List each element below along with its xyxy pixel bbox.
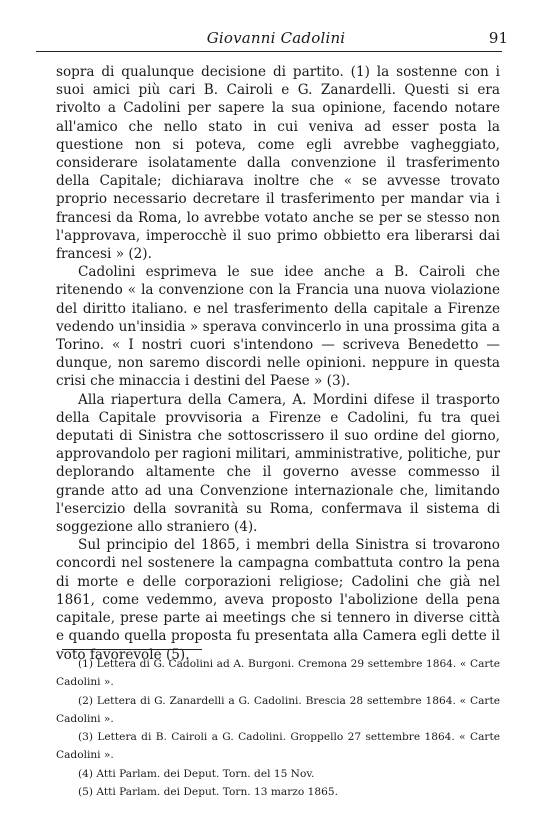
paragraph-3: Alla riapertura della Camera, A. Mordini difese il trasporto della Capitale provvisoria a Firenze e Cadolini, fu tra quei deputati di Sinistra che sottoscrissero il suo ordine del giorno, approvandolo per ragioni militari, amministrative, politiche, pur deplorando altamente che il governo avesse commesso il grande atto ad una Convenzione internazionale che, limitando l'esercizio della sovranità su Roma, confermava il sistema di soggezione allo straniero (4).	[56, 391, 500, 536]
footnote-5: (5) Atti Parlam. dei Deput. Torn. 13 marzo 1865.	[78, 786, 338, 799]
body-text	[56, 63, 500, 664]
footnote-3: (3) Lettera di B. Cairoli a G. Cadolini. Groppello 27 settembre 1864. « Carte Cadolini ».	[56, 731, 500, 762]
footnote-4: (4) Atti Parlam. dei Deput. Torn. del 15 Nov.	[78, 767, 315, 780]
running-title: Giovanni Cadolini	[206, 29, 346, 47]
paragraph-4: Sul principio del 1865, i membri della Sinistra si trovarono concordi nel sostenere la campagna combattuta contro la pena di morte e delle corporazioni religiose; Cadolini che già nel 1861, come vedemmo, aveva proposto l'abolizione della pena capitale, prese parte ai meetings che si tennero in diverse città e quando quella proposta fu presentata alla Camera egli dette il voto favorevole (5).	[56, 537, 500, 663]
footnote-1: (1) Lettera di G. Cadolini ad A. Burgoni. Cremona 29 settembre 1864. « Carte Cadolini ».	[56, 658, 500, 689]
running-header	[44, 26, 508, 50]
paragraph-2: Cadolini esprimeva le sue idee anche a B. Cairoli che ritenendo « la convenzione con la Francia una nuova violazione del diritto italiano. e nel trasferimento della capitale a Firenze vedendo un'insidia » sperava convincerlo in una prossima gita a Torino. « I nostri cuori s'intendono — scriveva Benedetto — dunque, non saremo discordi nelle opinioni. neppure in questa crisi che minaccia i destini del Paese » (3).	[56, 264, 500, 390]
page-number: 91	[488, 29, 508, 47]
footnote-2: (2) Lettera di G. Zanardelli a G. Cadolini. Brescia 28 settembre 1864. « Carte Cadolini ».	[56, 694, 500, 725]
header-rule	[36, 51, 502, 52]
paragraph-1: sopra di qualunque decisione di partito. (1) la sostenne con i suoi amici più cari B. Cairoli e G. Zanardelli. Questi si era rivolto a Cadolini per sapere la sua opinione, facendo notare all'amico che nello stato in cui veniva ad esser posta la questione non si poteva, come egli avrebbe vagheggiato, considerare isolatamente dalla convenzione il trasferimento della Capitale; dichiarava inoltre che « se avvesse trovato proprio necessario decretare il trasferimento per mandar via i francesi da Roma, lo avrebbe votato anche se per se stesso non l'approvava, imperocchè il suo primo obbietto era liberarsi dai francesi » (2).	[56, 64, 500, 263]
footnotes	[56, 655, 500, 801]
footnote-rule	[62, 649, 202, 650]
